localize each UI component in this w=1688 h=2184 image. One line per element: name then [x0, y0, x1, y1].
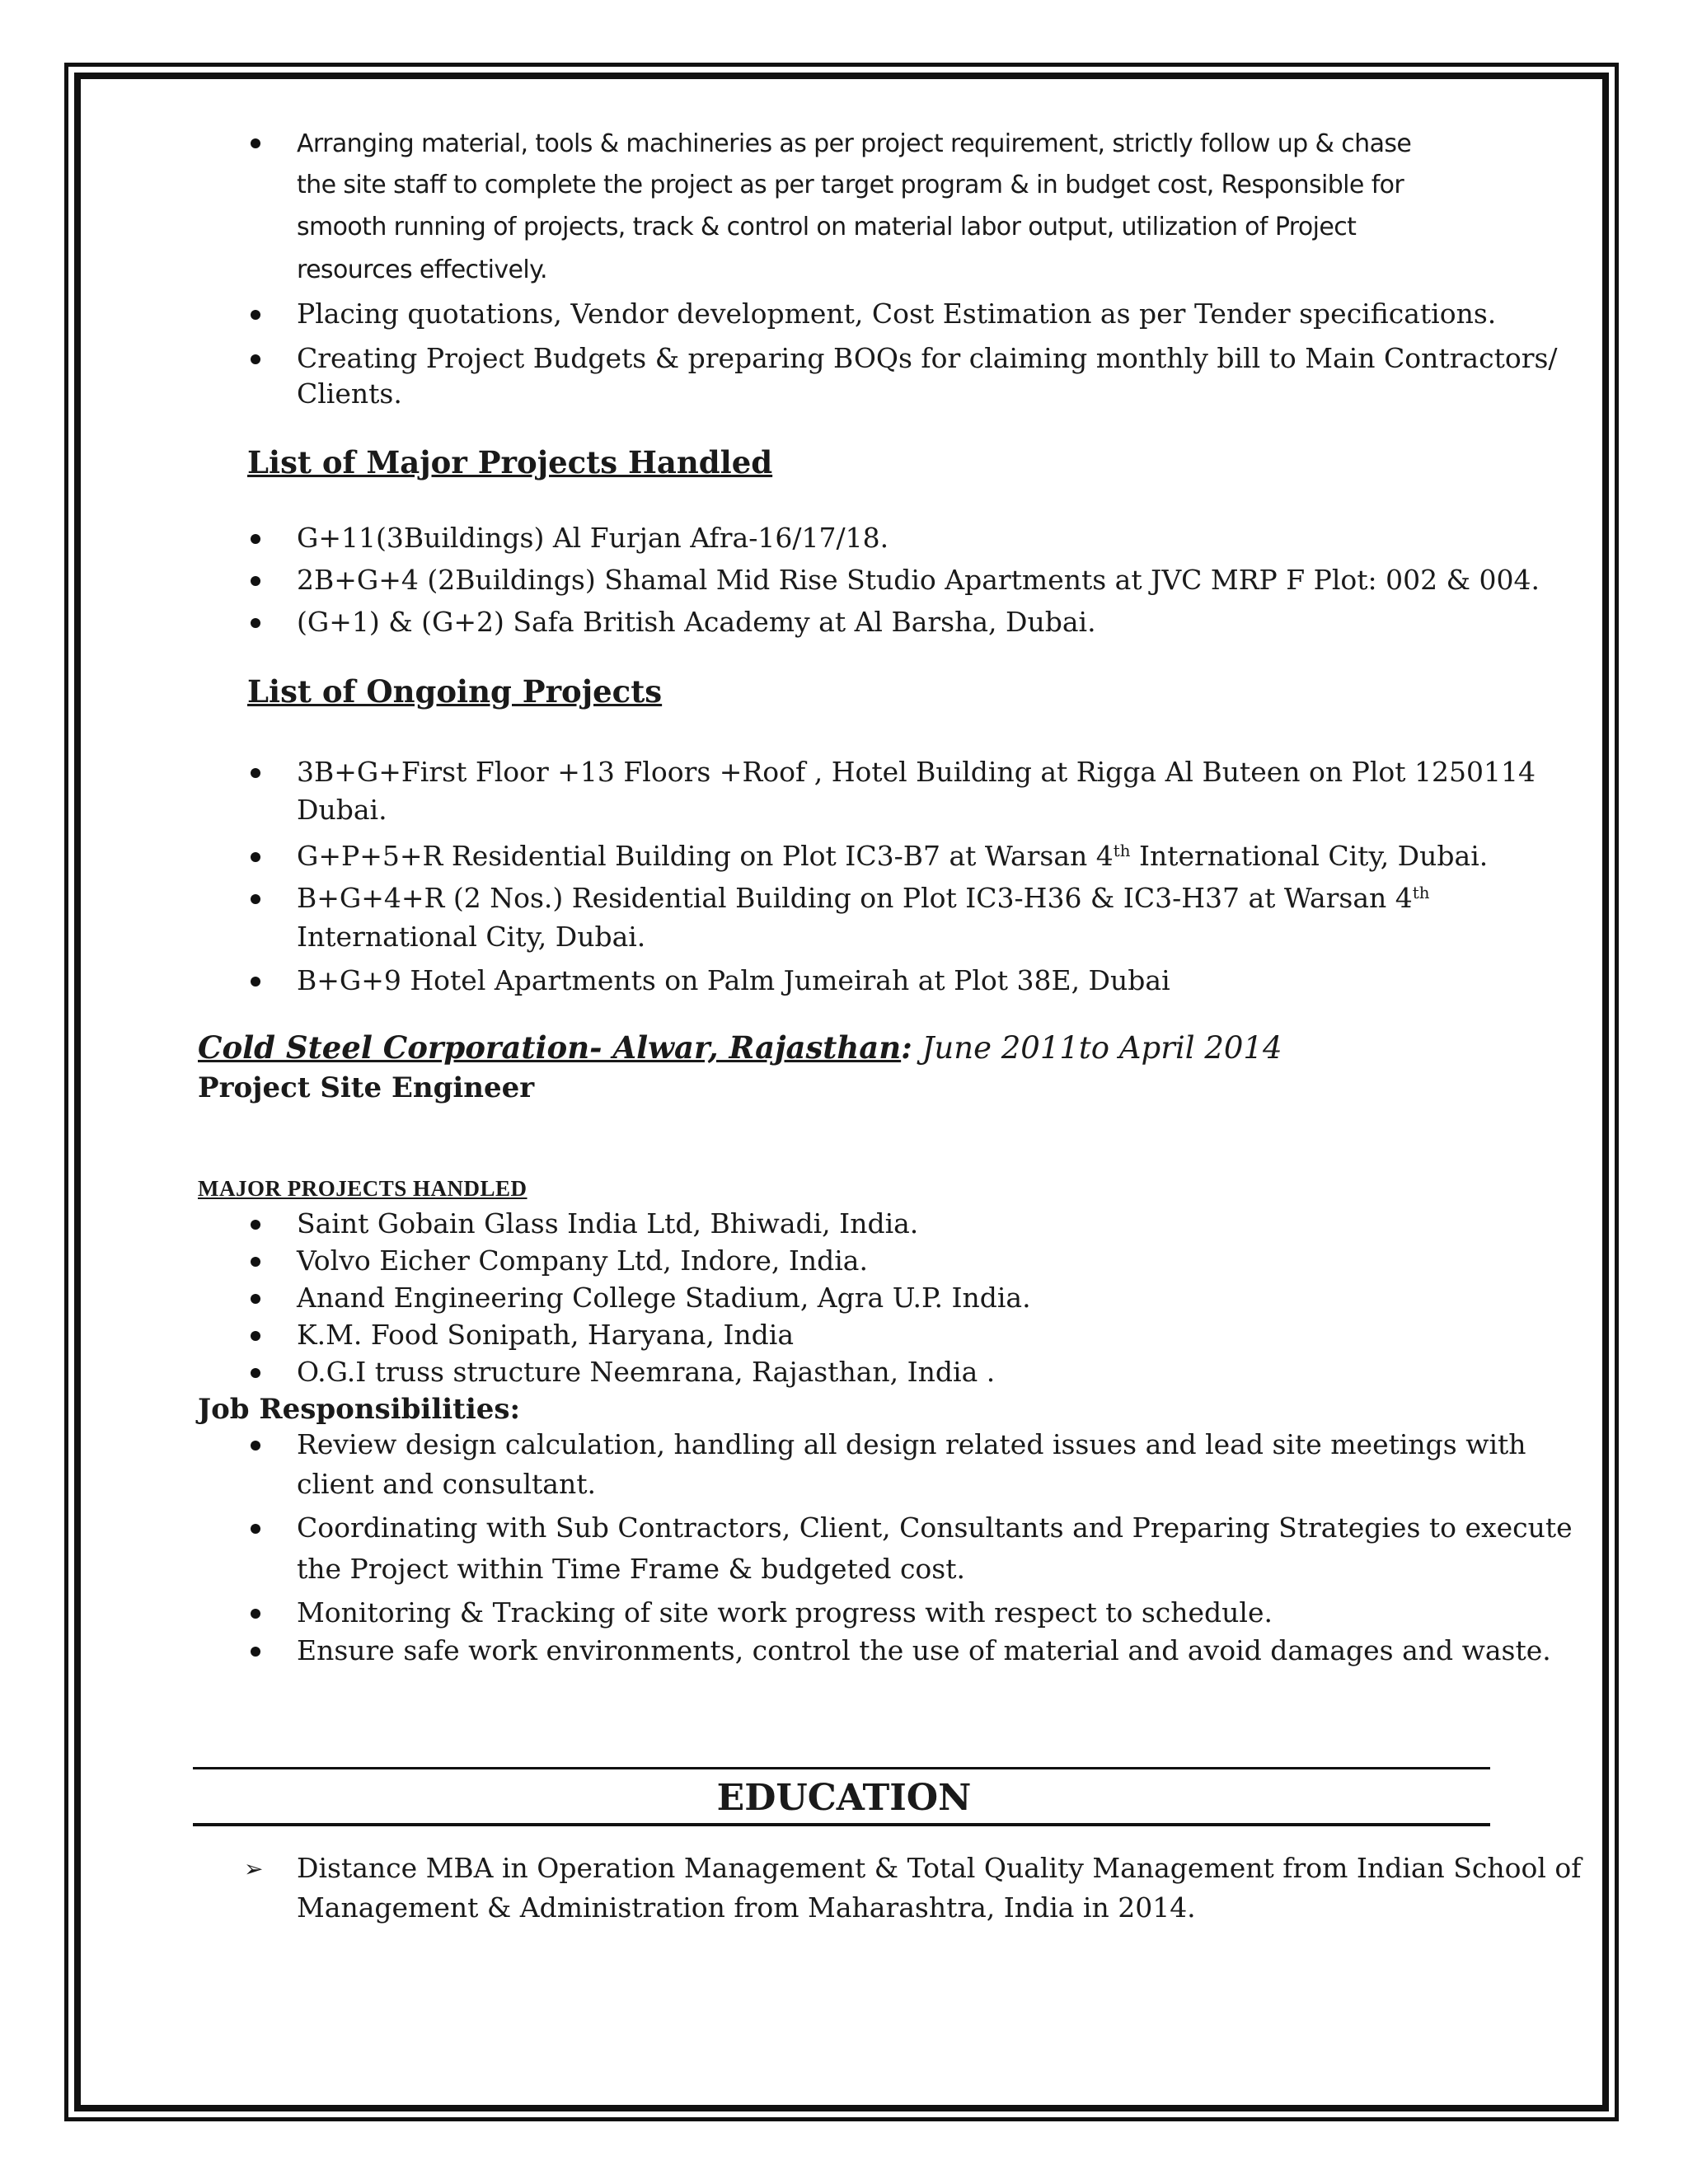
list-item-line: International City, Dubai.: [297, 921, 646, 953]
company-colon: :: [901, 1029, 912, 1066]
list-item: Saint Gobain Glass India Ltd, Bhiwadi, India.: [297, 1207, 919, 1240]
list-item: 2B+G+4 (2Buildings) Shamal Mid Rise Studio Apartments at JVC MRP F Plot: 002 & 004.: [297, 564, 1540, 596]
bullet-icon: [251, 1609, 260, 1619]
bullet-icon: [251, 768, 260, 778]
list-item-text: B+G+4+R (2 Nos.) Residential Building on Plot IC3-H36 & IC3-H37 at Warsan 4: [297, 882, 1413, 914]
list-item-line: Review design calculation, handling all design related issues and lead site meetings with: [297, 1428, 1526, 1460]
bullet-icon: [251, 1647, 260, 1657]
bullet-icon: [251, 534, 260, 544]
major-projects-heading: MAJOR PROJECTS HANDLED: [198, 1176, 528, 1201]
list-item: K.M. Food Sonipath, Haryana, India: [297, 1319, 795, 1351]
list-item-line: client and consultant.: [297, 1468, 596, 1500]
bullet-icon: [251, 354, 260, 364]
bullet-icon: [251, 618, 260, 628]
list-item: (G+1) & (G+2) Safa British Academy at Al Barsha, Dubai.: [297, 606, 1096, 638]
superscript: th: [1113, 841, 1131, 860]
bullet-icon: [251, 1368, 260, 1378]
bullet-icon: [251, 1441, 260, 1451]
job-role: Project Site Engineer: [198, 1071, 535, 1104]
list-item: [297, 836, 1488, 877]
bullet-icon: [251, 1257, 260, 1267]
list-item-line: 3B+G+First Floor +13 Floors +Roof , Hotel Building at Rigga Al Buteen on Plot 1250114: [297, 756, 1536, 788]
bullet-icon: [251, 576, 260, 586]
list-item-line: smooth running of projects, track & control on material labor output, utilization of Project: [297, 213, 1357, 241]
list-item-text: International City, Dubai.: [1130, 840, 1489, 872]
education-title: EDUCATION: [716, 1777, 972, 1819]
list-item-line: the site staff to complete the project as per target program & in budget cost, Responsible for: [297, 171, 1404, 199]
section-heading-ongoing-projects: List of Ongoing Projects: [247, 673, 663, 710]
list-item: B+G+9 Hotel Apartments on Palm Jumeirah at Plot 38E, Dubai: [297, 964, 1170, 996]
list-item-line: Management & Administration from Maharashtra, India in 2014.: [297, 1891, 1196, 1924]
bullet-icon: [251, 138, 260, 148]
list-item-line: resources effectively.: [297, 255, 547, 284]
list-item-line: [297, 878, 1429, 919]
list-item-line: Creating Project Budgets & preparing BOQs for claiming monthly bill to Main Contractors/: [297, 342, 1558, 374]
job-period: June 2011to April 2014: [912, 1030, 1282, 1066]
bullet-icon: [251, 310, 260, 320]
list-item: O.G.I truss structure Neemrana, Rajasthan, India .: [297, 1356, 996, 1388]
list-item: G+11(3Buildings) Al Furjan Afra-16/17/18.: [297, 522, 889, 554]
bullet-icon: [251, 852, 260, 862]
superscript: th: [1412, 883, 1430, 902]
bullet-icon: [251, 1294, 260, 1304]
bullet-icon: [251, 977, 260, 987]
list-item-line: Clients.: [297, 377, 402, 410]
job-responsibilities-heading: Job Responsibilities:: [198, 1393, 521, 1426]
education-rule-bottom: [193, 1823, 1490, 1826]
company-name: Cold Steel Corporation- Alwar, Rajasthan: [198, 1029, 902, 1066]
list-item: Anand Engineering College Stadium, Agra U.P. India.: [297, 1282, 1031, 1314]
list-item-line: Distance MBA in Operation Management & Total Quality Management from Indian School of: [297, 1852, 1582, 1884]
list-item: Monitoring & Tracking of site work progress with respect to schedule.: [297, 1596, 1273, 1629]
list-item-line: Arranging material, tools & machineries as per project requirement, strictly follow up & chase: [297, 129, 1412, 158]
list-item-line: Dubai.: [297, 794, 387, 826]
education-rule-top: [193, 1767, 1490, 1769]
list-item: Volvo Eicher Company Ltd, Indore, India.: [297, 1244, 868, 1277]
list-item: Ensure safe work environments, control the use of material and avoid damages and waste.: [297, 1634, 1551, 1666]
arrow-bullet-icon: ➢: [244, 1855, 264, 1882]
bullet-icon: [251, 1331, 260, 1341]
bullet-icon: [251, 1220, 260, 1230]
list-item-text: G+P+5+R Residential Building on Plot IC3-B7 at Warsan 4: [297, 840, 1114, 872]
section-heading-major-projects: List of Major Projects Handled: [247, 444, 773, 480]
bullet-icon: [251, 1524, 260, 1534]
list-item-line: Coordinating with Sub Contractors, Client, Consultants and Preparing Strategies to execute: [297, 1511, 1573, 1544]
list-item-line: Placing quotations, Vendor development, Cost Estimation as per Tender specifications.: [297, 298, 1497, 330]
list-item-line: the Project within Time Frame & budgeted cost.: [297, 1553, 965, 1585]
bullet-icon: [251, 894, 260, 904]
